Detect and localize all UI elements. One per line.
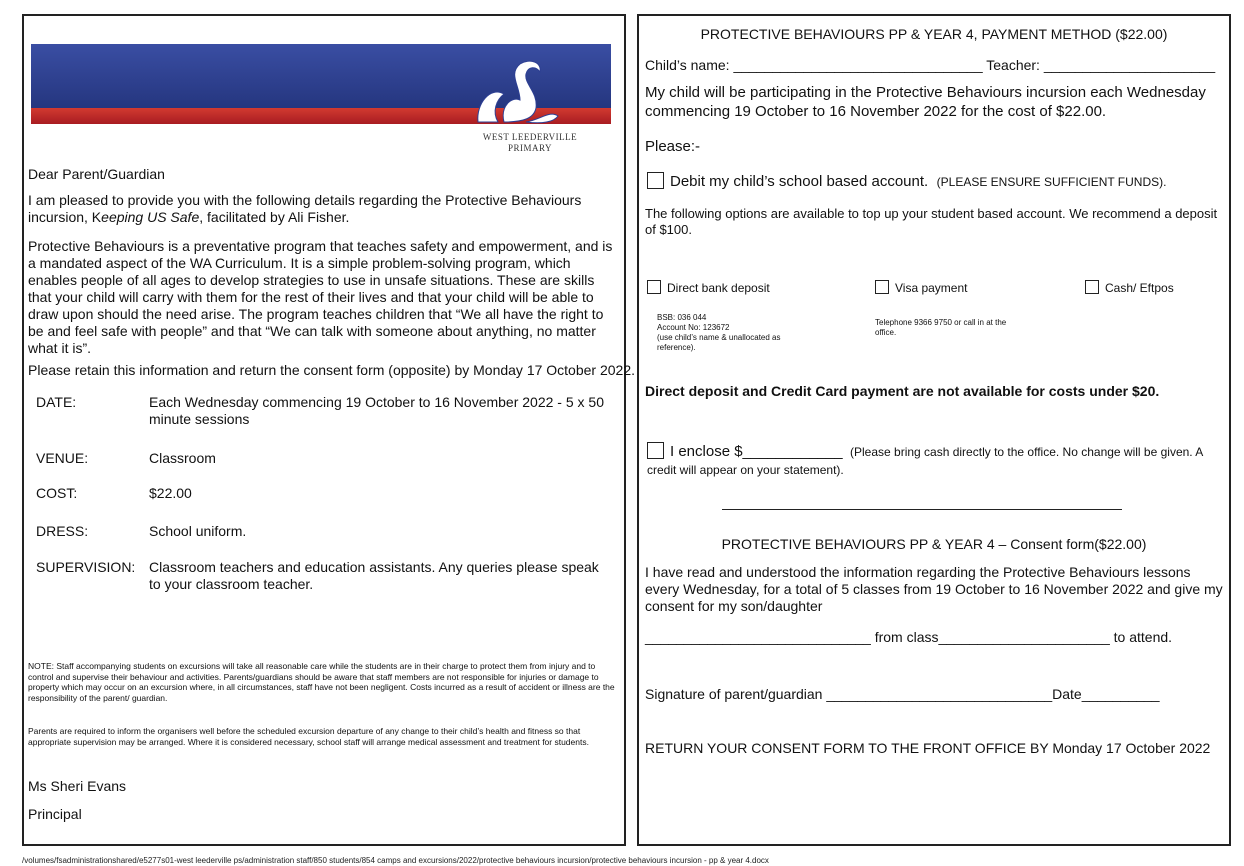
signoff-name: Ms Sheri Evans (28, 778, 127, 794)
detail-venue-value: Classroom (149, 450, 216, 466)
health-note: Parents are required to inform the organisers well before the scheduled excursion departure of any change to their child’s health and fitness so that appropriate supervision may be arranged. Where it is considered necessary, school staff will arrange medical assessment and treatment for students. (28, 726, 589, 747)
visa-checkbox[interactable] (875, 280, 889, 294)
debit-option[interactable] (647, 172, 1166, 191)
visa-option[interactable] (875, 280, 968, 295)
detail-dress-value: School uniform. (149, 523, 247, 539)
enclose-option[interactable] (647, 442, 1227, 479)
bank-bsb: BSB: 036 044 (657, 313, 707, 322)
cash-checkbox[interactable] (1085, 280, 1099, 294)
footer-file-path: /volumes/fsadministrationshared/e5277s01-west leederville ps/administration staff/850 students/854 camps and excursions/2022/protective behaviours incursion/protective behaviours incursion - pp & year 4.docx (22, 856, 769, 865)
retain-paragraph: Please retain this information and return the consent form (opposite) by Monday 17 October 2022. (28, 362, 636, 378)
bank-option[interactable] (647, 280, 770, 295)
enclose-note: (Please bring cash directly to the office. No change will be given. A credit will appear on your statement). (647, 445, 1203, 477)
detail-cost-key: COST: (36, 485, 78, 501)
liability-note: NOTE: Staff accompanying students on excursions will take all reasonable care while the students are in their charge to protect them from injury and to control and supervise their behaviour and activities. Parents/guardians should be aware that staff members are not responsible for injuries or damage to property which may occur on an excursion where, in all circumstances, staff have not been negligent. Costs incurred as a result of accident or illness are the responsibility of the parent/ guardian. (28, 661, 615, 703)
cash-label: Cash/ Eftpos (1105, 281, 1174, 295)
bank-reference: (use child’s name & unallocated as reference). (657, 333, 781, 352)
form-panel (637, 14, 1231, 846)
detail-cost-value: $22.00 (149, 485, 192, 501)
visa-phone: Telephone 9366 9750 or call in at the office. (875, 318, 1007, 337)
from-class-line[interactable]: _____________________________ from class______________________ to attend. (645, 629, 1173, 645)
letter-panel (22, 14, 636, 846)
cash-option[interactable] (1085, 280, 1174, 295)
consent-title: PROTECTIVE BEHAVIOURS PP & YEAR 4 – Consent form($22.00) (721, 536, 1147, 552)
signoff-title: Principal (28, 806, 82, 822)
signature-line[interactable]: Signature of parent/guardian _____________________________Date__________ (645, 686, 1160, 702)
bank-label: Direct bank deposit (667, 281, 770, 295)
child-teacher-line[interactable]: Child’s name: ________________________________ Teacher: ______________________ (645, 57, 1216, 73)
topup-text: The following options are available to top up your student based account. We recommend a deposit of $100. (645, 206, 1218, 237)
body-paragraph: Protective Behaviours is a preventative program that teaches safety and empowerment, and is a mandated aspect of the WA Curriculum. It is a simple problem-solving program, which enables people of all ages to develop strategies to use in unsafe situations. These are skills that your child will carry with them for the rest of their lives and that your child will be able to draw upon should the need arise. The program teaches children that “We all have the right to be and feel safe with people” and that “We can talk with someone about anything, no matter what it is”. (28, 238, 613, 356)
bank-account: Account No: 123672 (657, 323, 730, 332)
consent-statement: I have read and understood the information regarding the Protective Behaviours lessons every Wednesday, for a total of 5 classes from 19 October to 16 November 2022 and give my consent for my son/daughter (645, 564, 1223, 614)
swan-logo-icon (470, 56, 570, 128)
intro-paragraph: I am pleased to provide you with the following details regarding the Protective Behaviours incursion, Keeping US Safe, facilitated by Ali Fisher. (28, 192, 582, 225)
salutation: Dear Parent/Guardian (28, 166, 165, 182)
payment-title: PROTECTIVE BEHAVIOURS PP & YEAR 4, PAYMENT METHOD ($22.00) (700, 26, 1168, 42)
bank-checkbox[interactable] (647, 280, 661, 294)
visa-label: Visa payment (895, 281, 968, 295)
detail-dress-key: DRESS: (36, 523, 89, 539)
detail-venue-key: VENUE: (36, 450, 89, 466)
enclose-label: I enclose $____________ (670, 443, 843, 460)
detail-date-value: Each Wednesday commencing 19 October to 16 November 2022 - 5 x 50 minute sessions (149, 394, 604, 427)
school-name-line2: PRIMARY (507, 143, 552, 153)
debit-checkbox[interactable] (647, 172, 664, 189)
section-divider (722, 509, 1122, 510)
enclose-checkbox[interactable] (647, 442, 664, 459)
please-label: Please:- (645, 138, 701, 155)
return-instruction: RETURN YOUR CONSENT FORM TO THE FRONT OFFICE BY Monday 17 October 2022 (645, 740, 1211, 756)
debit-note: (PLEASE ENSURE SUFFICIENT FUNDS). (936, 175, 1167, 189)
detail-date-key: DATE: (36, 394, 77, 410)
detail-supervision-key: SUPERVISION: (36, 559, 136, 575)
payment-notice: Direct deposit and Credit Card payment are not available for costs under $20. (645, 383, 1160, 399)
detail-supervision-value: Classroom teachers and education assistants. Any queries please speak to your classroom teacher. (149, 559, 599, 592)
school-name-line1: WEST LEEDERVILLE (482, 132, 578, 142)
debit-label: Debit my child’s school based account. (670, 173, 929, 190)
participating-text: My child will be participating in the Protective Behaviours incursion each Wednesday commencing 19 October to 16 November 2022 for the cost of $22.00. (645, 84, 1206, 120)
